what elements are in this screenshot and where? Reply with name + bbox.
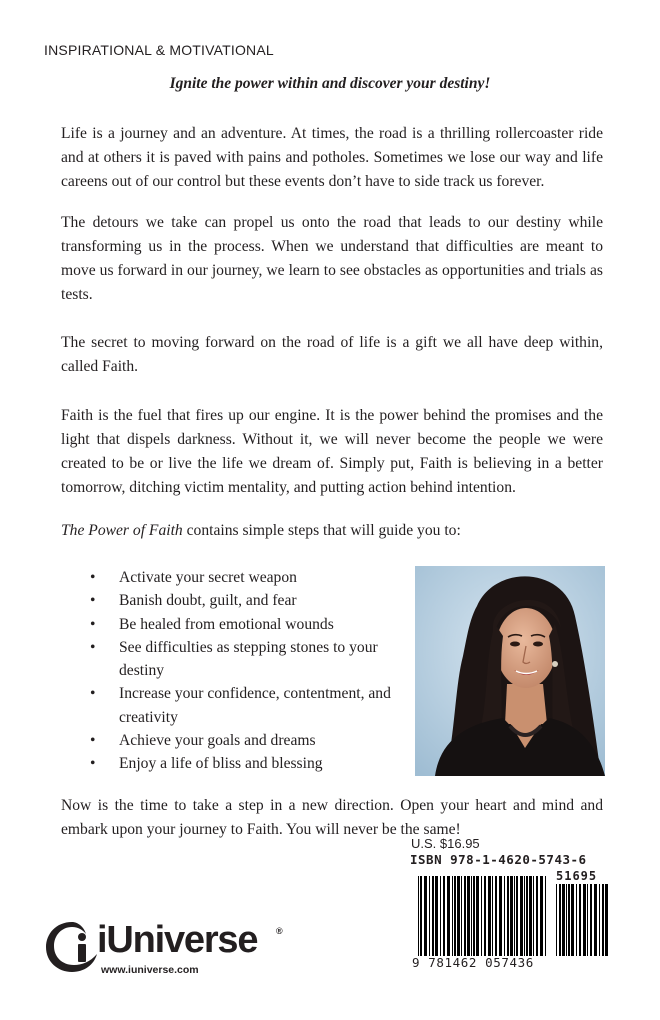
barcode-bar	[467, 876, 470, 956]
paragraph-2: The detours we take can propel us onto the road that leads to our destiny while transforming us in the process. When we understand that difficulties are meant to move us forward in our journey, we learn to see obstacles as opportunities and trials as tests.	[61, 214, 603, 303]
bullet-icon: •	[90, 592, 96, 610]
barcode-bar	[510, 876, 513, 956]
publisher-logo	[44, 918, 289, 978]
barcode-bar	[524, 876, 525, 956]
steps-intro	[61, 519, 603, 543]
barcode-bar	[536, 876, 538, 956]
category-label: INSPIRATIONAL & MOTIVATIONAL	[44, 42, 274, 58]
barcode-bar	[507, 876, 509, 956]
barcode-bar	[571, 884, 574, 956]
barcode-bar	[599, 884, 600, 956]
paragraph-4: Faith is the fuel that fires up our engine. It is the power behind the promises and the light that dispels darkness. Without it, we will never become the people we were created to be or live the life we dream of. Simply put, Faith is believing in a better tomorrow, ditching victim mentality, and putting action behind intention.	[61, 407, 603, 496]
barcode-bar	[605, 884, 608, 956]
list-item: • Achieve your goals and dreams	[90, 729, 400, 752]
paragraph-1: Life is a journey and an adventure. At times, the road is a thrilling rollercoaster ride and at others it is paved with pains and potholes. Sometimes we lose our way and life careens out of our control but these events don’t have to side track us forever.	[61, 125, 603, 190]
steps-list	[90, 566, 400, 776]
barcode-bar	[504, 876, 505, 956]
list-item: • Banish doubt, guilt, and fear	[90, 589, 400, 612]
barcode-bar	[420, 876, 422, 956]
barcode-bar	[452, 876, 453, 956]
tagline: Ignite the power within and discover your destiny!	[169, 75, 491, 92]
publisher-name: iUniverse	[97, 919, 258, 961]
barcode-bar	[568, 884, 570, 956]
list-item: • See difficulties as stepping stones to your destiny	[90, 636, 400, 683]
author-portrait-icon	[415, 566, 605, 776]
barcode-bar	[484, 876, 486, 956]
list-item: • Activate your secret weapon	[90, 566, 400, 589]
barcode-bar	[590, 884, 592, 956]
iuniverse-swirl-icon	[44, 918, 100, 974]
barcode-bar	[579, 884, 581, 956]
barcode-bar	[583, 884, 586, 956]
barcode-bar	[488, 876, 491, 956]
bullet-icon: •	[90, 615, 96, 633]
barcode-bar	[457, 876, 460, 956]
barcode-bar	[516, 876, 518, 956]
barcode-bar	[533, 876, 534, 956]
author-photo	[415, 566, 605, 776]
barcode-bar	[587, 884, 588, 956]
barcode-bar	[424, 876, 427, 956]
book-title: The Power of Faith	[61, 522, 183, 539]
barcode-bar	[471, 876, 472, 956]
registered-mark: ®	[276, 926, 283, 936]
list-item: • Enjoy a life of bliss and blessing	[90, 752, 400, 775]
barcode-bar	[602, 884, 604, 956]
paragraph-3: The secret to moving forward on the road of life is a gift we all have deep within, called Faith.	[61, 334, 603, 375]
barcode-bar	[461, 876, 462, 956]
barcode-bar	[464, 876, 466, 956]
publisher-url: www.iuniverse.com	[101, 964, 199, 976]
barcode-bar	[499, 876, 502, 956]
barcode-bar	[594, 884, 597, 956]
barcode-bar	[492, 876, 493, 956]
bullet-icon: •	[90, 569, 96, 586]
barcode-bar	[545, 876, 546, 956]
barcode-bar	[473, 876, 475, 956]
bullet-icon: •	[90, 755, 96, 773]
barcode-bar	[454, 876, 456, 956]
barcode-bar	[429, 876, 430, 956]
closing-paragraph: Now is the time to take a step in a new direction. Open your heart and mind and embark upon your journey to Faith. You will never be the same!	[61, 797, 603, 838]
bullet-icon: •	[90, 638, 96, 656]
barcode-bar	[540, 876, 543, 956]
barcode-bar	[440, 876, 441, 956]
price-label: U.S. $16.95	[411, 836, 480, 851]
barcode-bar	[443, 876, 445, 956]
barcode-bar	[476, 876, 479, 956]
barcode-bar	[447, 876, 450, 956]
bullet-icon: •	[90, 685, 96, 703]
barcode-digits: 9 781462 057436	[412, 955, 534, 970]
barcode-bar	[562, 884, 565, 956]
bullet-icon: •	[90, 732, 96, 750]
steps-intro-text: contains simple steps that will guide you to:	[182, 522, 461, 539]
barcode-bar	[514, 876, 515, 956]
barcode-bar	[495, 876, 497, 956]
isbn-label: ISBN 978-1-4620-5743-6	[410, 852, 587, 867]
barcode-bar	[481, 876, 482, 956]
barcode-addon-digits: 51695	[556, 869, 598, 883]
barcode-bar	[418, 876, 419, 956]
list-item: • Increase your confidence, contentment, and creativity	[90, 682, 400, 729]
barcode	[408, 852, 613, 972]
list-item: • Be healed from emotional wounds	[90, 613, 400, 636]
barcode-bar	[576, 884, 577, 956]
barcode-icon	[408, 852, 613, 972]
barcode-bar	[529, 876, 532, 956]
barcode-bar	[559, 884, 561, 956]
barcode-bar	[432, 876, 434, 956]
barcode-bar	[520, 876, 523, 956]
barcode-bar	[566, 884, 567, 956]
barcode-bar	[526, 876, 528, 956]
barcode-bar	[435, 876, 438, 956]
barcode-bar	[556, 884, 557, 956]
